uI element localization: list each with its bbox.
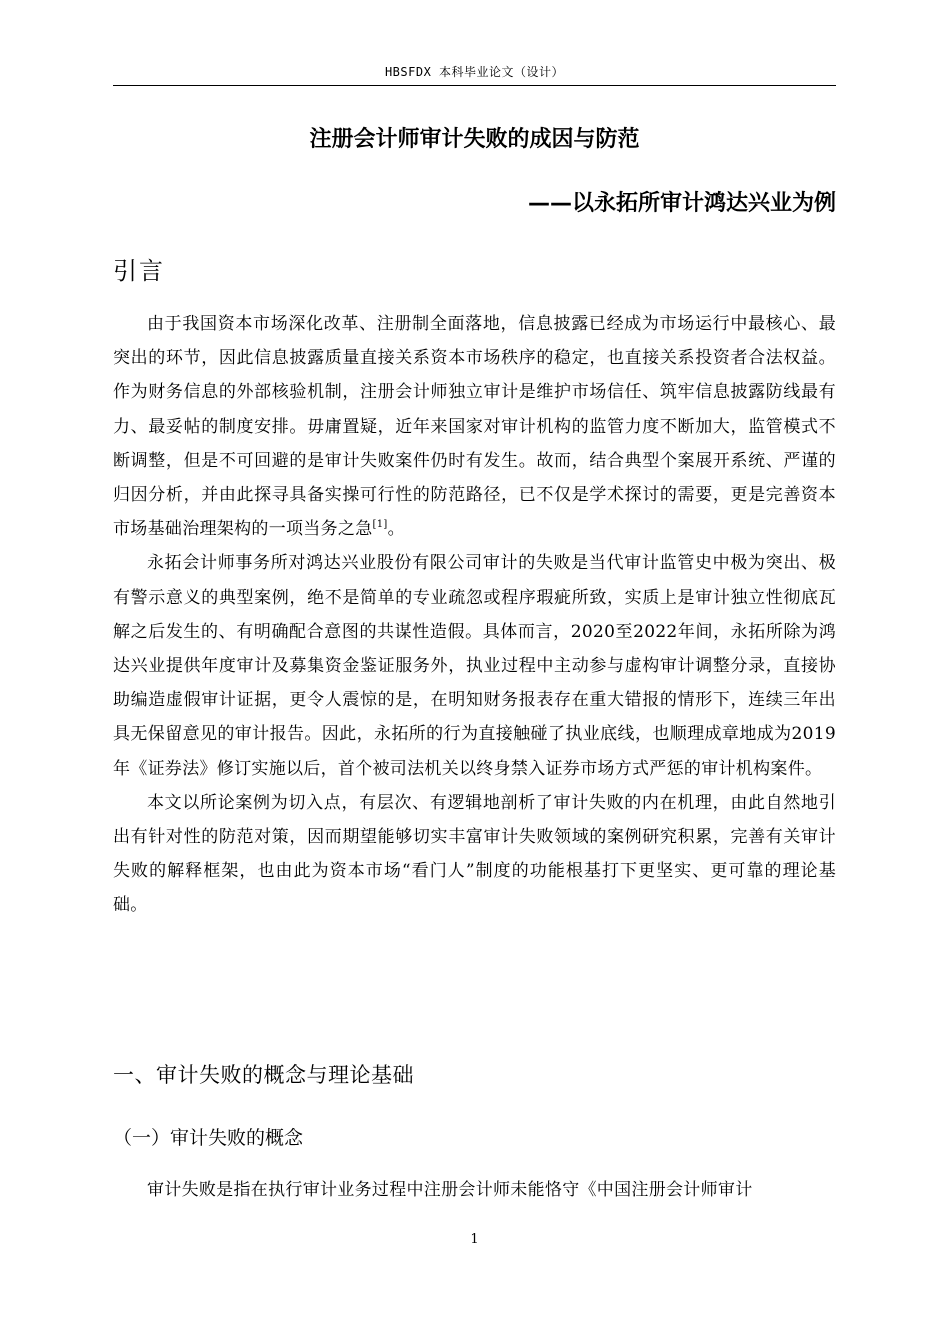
section-1-1-heading: （一）审计失败的概念 [113, 1127, 304, 1149]
page-number: 1 [470, 1232, 479, 1247]
intro-paragraph-2: 永拓会计师事务所对鸿达兴业股份有限公司审计的失败是当代审计监管史中极为突出、极有警示意义的典型案例，绝不是简单的专业疏忽或程序瑕疵所致，实质上是审计独立性彻底瓦解之后发生的、有明确配合意图的共谋性造假。具体而言，2020至2022年间，永拓所除为鸿达兴业提供年度审计及募集资金鉴证服务外，执业过程中主动参与虚构审计调整分录，直接协助编造虚假审计证据，更令人震惊的是，在明知财务报表存在重大错报的情形下，连续三年出具无保留意见的审计报告。因此，永拓所的行为直接触碰了执业底线，也顺理成章地成为2019年《证券法》修订实施以后，首个被司法机关以终身禁入证券市场方式严惩的审计机构案件。 [113, 553, 836, 779]
section-1-1-body [113, 1173, 836, 1207]
citation-ref: [1] [372, 519, 388, 531]
section-1-1-paragraph-1: 审计失败是指在执行审计业务过程中注册会计师未能恪守《中国注册会计师审计 [147, 1180, 753, 1200]
intro-body [113, 307, 836, 923]
intro-heading: 引言 [113, 257, 165, 285]
section-1-heading: 一、审计失败的概念与理论基础 [113, 1063, 414, 1087]
thesis-title: 注册会计师审计失败的成因与防范 [309, 127, 640, 152]
running-header: HBSFDX 本科毕业论文（设计） [384, 65, 565, 79]
intro-paragraph-1-text: 由于我国资本市场深化改革、注册制全面落地，信息披露已经成为市场运行中最核心、最突出的环节，因此信息披露质量直接关系资本市场秩序的稳定，也直接关系投资者合法权益。作为财务信息的外部核验机制，注册会计师独立审计是维护市场信任、筑牢信息披露防线最有力、最妥帖的制度安排。毋庸置疑，近年来国家对审计机构的监管力度不断加大，监管模式不断调整，但是不可回避的是审计失败案件仍时有发生。故而，结合典型个案展开系统、严谨的归因分析，并由此探寻具备实操可行性的防范路径，已不仅是学术探讨的需要，更是完善资本市场基础治理架构的一项当务之急 [113, 314, 836, 540]
intro-paragraph-1-end: 。 [387, 519, 405, 540]
intro-paragraph-3: 本文以所论案例为切入点，有层次、有逻辑地剖析了审计失败的内在机理，由此自然地引出有针对性的防范对策，因而期望能够切实丰富审计失败领域的案例研究积累，完善有关审计失败的解释框架，也由此为资本市场“看门人”制度的功能根基打下更坚实、更可靠的理论基础。 [113, 792, 836, 916]
intro-paragraph-1 [113, 307, 836, 546]
header-rule [113, 85, 836, 86]
thesis-subtitle: ——以永拓所审计鸿达兴业为例 [527, 191, 836, 216]
